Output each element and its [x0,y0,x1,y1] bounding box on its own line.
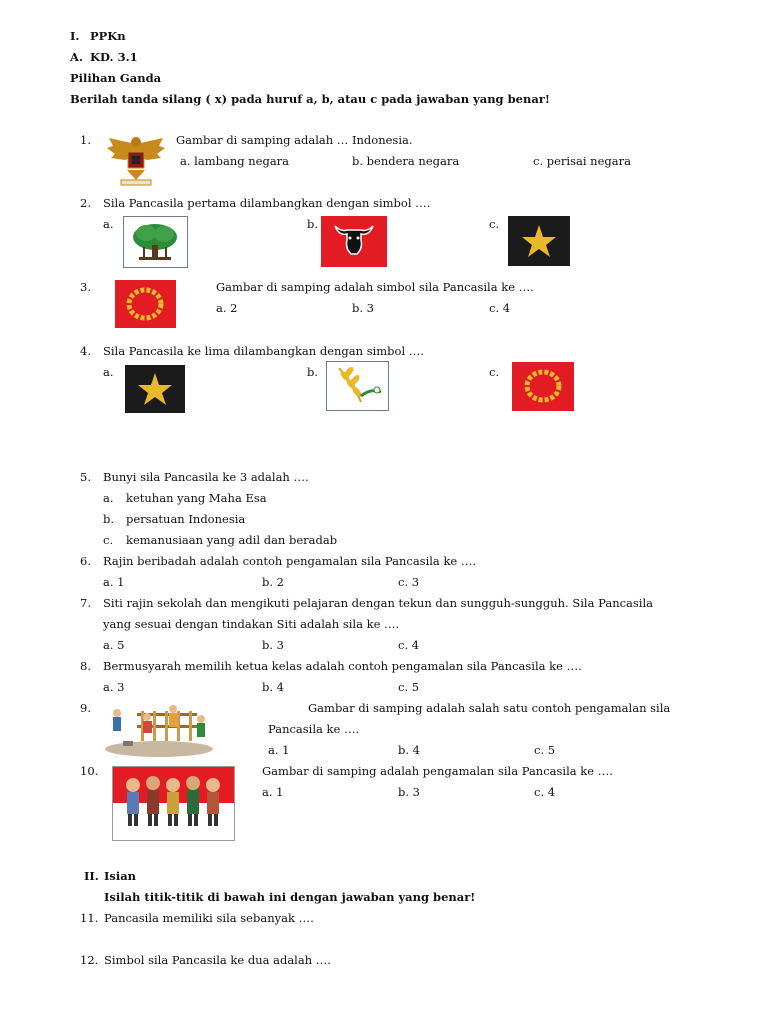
q6-number: 6. [80,554,91,568]
gotong-royong-illustration [103,703,215,757]
q7-number: 7. [80,596,91,610]
q7-option-a[interactable]: a. 5 [103,638,125,652]
unity-children-illustration [112,766,235,841]
q8-number: 8. [80,659,91,673]
q9-number: 9. [80,701,91,715]
q1-number: 1. [80,133,91,147]
section2-title: Isian [104,869,137,883]
q10-text: Gambar di samping adalah pengamalan sila Pancasila ke …. [262,764,613,778]
q8-option-c[interactable]: c. 5 [398,680,420,694]
section-number: I. [70,29,80,43]
question-type: Pilihan Ganda [70,71,162,85]
q10-option-a[interactable]: a. 1 [262,785,284,799]
kd-title: KD. 3.1 [90,50,138,64]
q12-text: Simbol sila Pancasila ke dua adalah …. [104,953,331,967]
q9-option-b[interactable]: b. 4 [398,743,420,757]
q5-number: 5. [80,470,91,484]
q3-option-a[interactable]: a. 2 [216,301,238,315]
q5-option-c-letter[interactable]: c. [103,533,114,547]
q2-text: Sila Pancasila pertama dilambangkan dengan simbol …. [103,196,431,210]
q3-option-b[interactable]: b. 3 [352,301,374,315]
buffalo-head-symbol-image [321,216,387,267]
q4-text: Sila Pancasila ke lima dilambangkan dengan simbol …. [103,344,424,358]
q2-option-a[interactable]: a. [103,217,114,231]
q12-number: 12. [80,953,99,967]
q9-text-line1: Gambar di samping adalah salah satu contoh pengamalan sila [308,701,671,715]
q5-option-b-letter[interactable]: b. [103,512,115,526]
kd-letter: A. [70,50,83,64]
q7-option-b[interactable]: b. 3 [262,638,284,652]
q2-option-c[interactable]: c. [489,217,500,231]
q8-text: Bermusyarah memilih ketua kelas adalah contoh pengamalan sila Pancasila ke …. [103,659,582,673]
q1-option-c[interactable]: c. perisai negara [533,154,631,168]
star-symbol-image [508,216,570,266]
banyan-tree-symbol-image [123,216,188,268]
q11-text: Pancasila memiliki sila sebanyak …. [104,911,314,925]
q10-number: 10. [80,764,99,778]
q2-option-b[interactable]: b. [307,217,319,231]
garuda-emblem-image [105,134,167,188]
q5-option-b[interactable]: persatuan Indonesia [126,512,246,526]
q10-option-b[interactable]: b. 3 [398,785,420,799]
q3-option-c[interactable]: c. 4 [489,301,511,315]
q9-option-c[interactable]: c. 5 [534,743,556,757]
chain-symbol-image [115,280,176,328]
q8-option-b[interactable]: b. 4 [262,680,284,694]
q1-text: Gambar di samping adalah … Indonesia. [176,133,413,147]
q5-option-c[interactable]: kemanusiaan yang adil dan beradab [126,533,338,547]
q3-number: 3. [80,280,91,294]
instruction: Berilah tanda silang ( x) pada huruf a, b, atau c pada jawaban yang benar! [70,92,550,106]
section-title: PPKn [90,29,126,43]
q11-number: 11. [80,911,99,925]
q4-number: 4. [80,344,91,358]
q4-option-c[interactable]: c. [489,365,500,379]
q2-number: 2. [80,196,91,210]
section2-number: II. [84,869,99,883]
q7-option-c[interactable]: c. 4 [398,638,420,652]
q4-option-b[interactable]: b. [307,365,319,379]
q6-text: Rajin beribadah adalah contoh pengamalan sila Pancasila ke …. [103,554,477,568]
q4-option-a[interactable]: a. [103,365,114,379]
q6-option-b[interactable]: b. 2 [262,575,284,589]
q5-text: Bunyi sila Pancasila ke 3 adalah …. [103,470,309,484]
q8-option-a[interactable]: a. 3 [103,680,125,694]
q1-option-a[interactable]: a. lambang negara [180,154,290,168]
q1-option-b[interactable]: b. bendera negara [352,154,460,168]
q5-option-a[interactable]: ketuhan yang Maha Esa [126,491,267,505]
q7-text-line2: yang sesuai dengan tindakan Siti adalah sila ke …. [103,617,400,631]
chain-symbol-image [512,362,574,411]
rice-cotton-symbol-image [326,361,389,411]
section2-instruction: Isilah titik-titik di bawah ini dengan jawaban yang benar! [104,890,476,904]
q7-text-line1: Siti rajin sekolah dan mengikuti pelajaran dengan tekun dan sungguh-sungguh. Sila Pancasila [103,596,654,610]
q5-option-a-letter[interactable]: a. [103,491,114,505]
q6-option-c[interactable]: c. 3 [398,575,420,589]
q3-text: Gambar di samping adalah simbol sila Pancasila ke …. [216,280,534,294]
star-symbol-image [125,365,185,413]
q10-option-c[interactable]: c. 4 [534,785,556,799]
q9-text-line2: Pancasila ke …. [268,722,360,736]
q9-option-a[interactable]: a. 1 [268,743,290,757]
q6-option-a[interactable]: a. 1 [103,575,125,589]
